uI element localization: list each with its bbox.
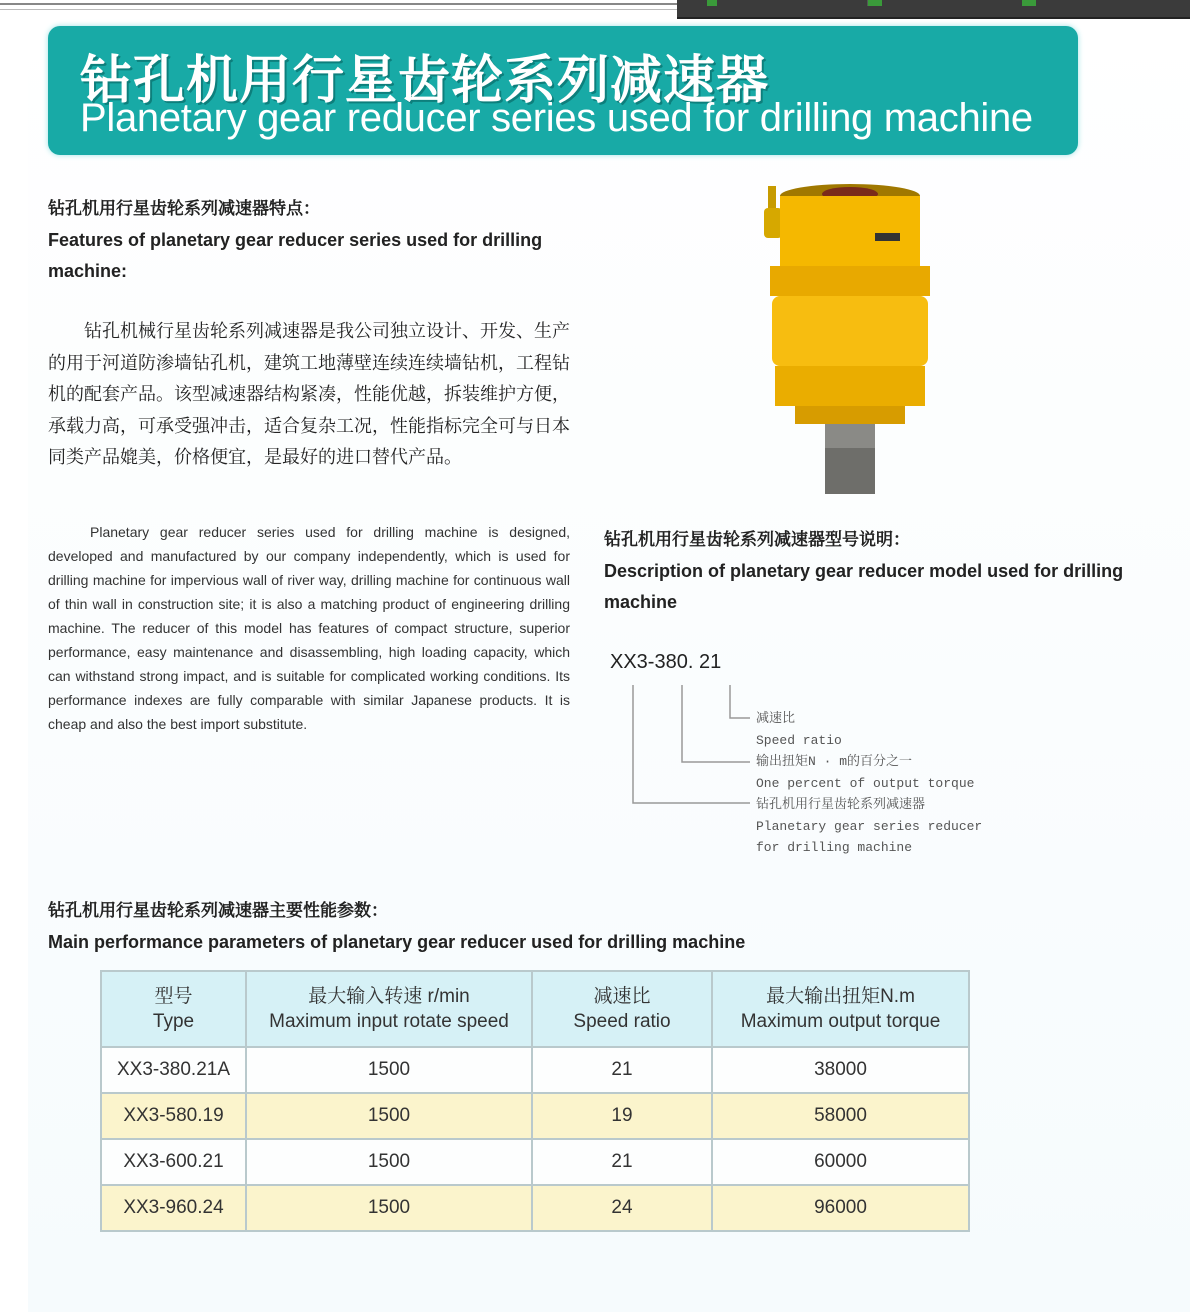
legend-speed-ratio-en: Speed ratio xyxy=(756,732,842,748)
legend-torque-cn: 输出扭矩N · m的百分之一 xyxy=(756,754,913,769)
table-row xyxy=(101,1093,969,1139)
toolbar-strip xyxy=(677,0,1190,19)
parameters-heading-cn: 钻孔机用行星齿轮系列减速器主要性能参数： xyxy=(48,901,388,921)
legend-series-cn: 钻孔机用行星齿轮系列减速器 xyxy=(756,797,926,812)
model-legend-lines xyxy=(600,680,760,810)
col-speed-ratio: 减速比 Speed ratio xyxy=(532,971,712,1047)
cell: 19 xyxy=(532,1093,712,1139)
table-header xyxy=(101,971,969,1047)
legend-series-en: Planetary gear series reducer xyxy=(756,818,983,834)
parameters-table xyxy=(100,970,970,1232)
features-heading xyxy=(48,194,578,287)
cell: 58000 xyxy=(712,1093,969,1139)
model-heading-en: Description of planetary gear reducer model used for drilling machine xyxy=(604,561,1124,612)
table-row xyxy=(101,1185,969,1231)
table-row xyxy=(101,1047,969,1093)
cell: 1500 xyxy=(246,1047,532,1093)
cell: 24 xyxy=(532,1185,712,1231)
col-input-speed: 最大输入转速 r/min Maximum input rotate speed xyxy=(246,971,532,1047)
features-paragraph-en: Planetary gear reducer series used for drilling machine is designed, developed and manufactured by our company independently, which is used for drilling machine for impervious wall of river way, drilling machine for continuous wall of thin wall in construction site; it is also a matching product of engineering drilling machine. The reducer of this model has features of compact structure, superior performance, easy maintenance and disassembling, high loading capacity, which can withstand strong impact, and is suitable for complicated working conditions. Its performance indexes are fully comparable with similar Japanese products. It is cheap and also the best import substitute. xyxy=(48,524,570,732)
title-cn: 钻孔机用行星齿轮系列减速器 xyxy=(80,51,770,111)
table-row xyxy=(101,1139,969,1185)
toolbar-icon xyxy=(707,0,717,6)
features-heading-en: Features of planetary gear reducer series used for drilling machine: xyxy=(48,230,543,281)
col-output-torque: 最大输出扭矩N.m Maximum output torque xyxy=(712,971,969,1047)
cell: 1500 xyxy=(246,1185,532,1231)
title-en: Planetary gear reducer series used for drilling machine xyxy=(80,96,1033,140)
features-paragraph-cn: 钻孔机械行星齿轮系列减速器是我公司独立设计、开发、生产的用于河道防渗墙钻孔机，建筑工地薄壁连续连续墙钻机，工程钻机的配套产品。该型减速器结构紧凑，性能优越，拆装维护方便，承载力高，可承受强冲击，适合复杂工况，性能指标完全可与日本同类产品媲美，价格便宜，是最好的进口替代产品。 xyxy=(48,321,570,469)
legend-torque-en: One percent of output torque xyxy=(756,775,975,791)
toolbar-icon xyxy=(1022,0,1036,6)
model-code: XX3-380. 21 xyxy=(610,651,722,673)
legend-speed-ratio-cn: 减速比 xyxy=(756,711,796,726)
cell: 60000 xyxy=(712,1139,969,1185)
cell: XX3-600.21 xyxy=(101,1139,246,1185)
col-type: 型号 Type xyxy=(101,971,246,1047)
parameters-heading xyxy=(48,896,948,958)
title-banner xyxy=(48,26,1078,155)
model-description-heading xyxy=(604,525,1164,618)
cell: 1500 xyxy=(246,1093,532,1139)
toolbar-icon xyxy=(867,0,882,6)
features-heading-cn: 钻孔机用行星齿轮系列减速器特点： xyxy=(48,199,320,219)
cell: 38000 xyxy=(712,1047,969,1093)
model-legend xyxy=(756,708,982,859)
top-border xyxy=(0,3,677,10)
cell: XX3-380.21A xyxy=(101,1047,246,1093)
model-heading-cn: 钻孔机用行星齿轮系列减速器型号说明： xyxy=(604,530,910,550)
cell: 21 xyxy=(532,1047,712,1093)
cell: 1500 xyxy=(246,1139,532,1185)
planetary-gear-reducer-photo xyxy=(750,178,960,498)
legend-series-en2: for drilling machine xyxy=(756,840,913,855)
cell: XX3-960.24 xyxy=(101,1185,246,1231)
cell: 96000 xyxy=(712,1185,969,1231)
cell: XX3-580.19 xyxy=(101,1093,246,1139)
parameters-heading-en: Main performance parameters of planetary gear reducer used for drilling machine xyxy=(48,932,746,952)
cell: 21 xyxy=(532,1139,712,1185)
